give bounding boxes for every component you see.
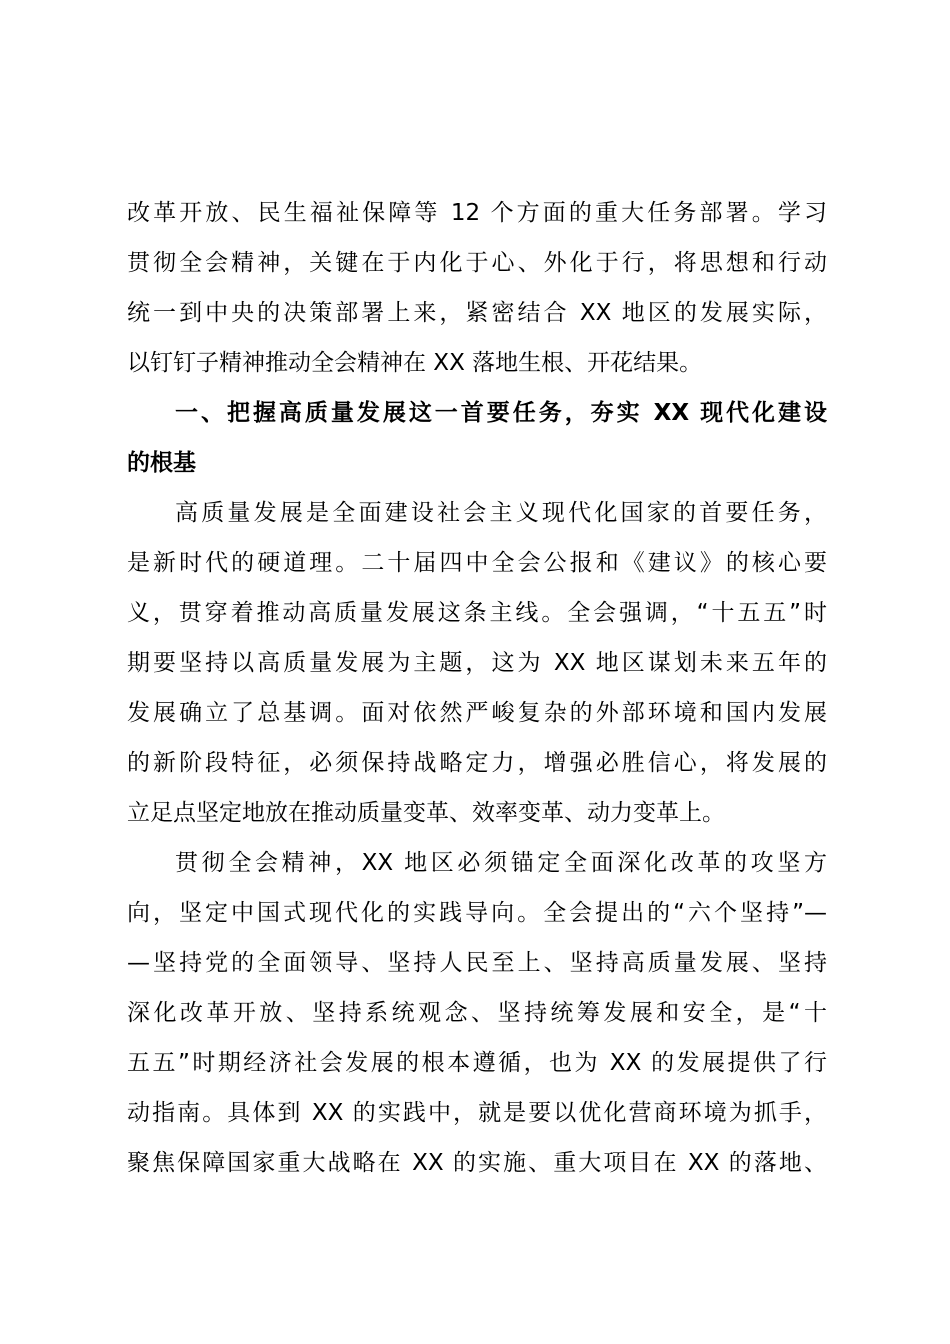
text-line: 高质量发展是全面建设社会主义现代化国家的首要任务，: [175, 500, 827, 526]
text-line: 改革开放、民生福祉保障等 12 个方面的重大任务部署。学习: [127, 200, 827, 226]
text-line: 动指南。具体到 XX 的实践中，就是要以优化营商环境为抓手，: [127, 1100, 827, 1126]
paragraph-2: [127, 488, 827, 838]
text-line: 义，贯穿着推动高质量发展这条主线。全会强调，“十五五”时: [127, 600, 827, 626]
text-line: 的新阶段特征，必须保持战略定力，增强必胜信心，将发展的: [127, 750, 827, 776]
heading-line: 一、把握高质量发展这一首要任务，夯实 XX 现代化建设: [175, 400, 827, 426]
text-line: 以钉钉子精神推动全会精神在 XX 落地生根、开花结果。: [127, 350, 703, 376]
text-line: 深化改革开放、坚持系统观念、坚持统筹发展和安全，是“十: [127, 1000, 827, 1026]
text-line: 向，坚定中国式现代化的实践导向。全会提出的“六个坚持”—: [127, 900, 827, 926]
text-line: 是新时代的硬道理。二十届四中全会公报和《建议》的核心要: [127, 550, 827, 576]
paragraph-3: [127, 838, 827, 1188]
text-line: 期要坚持以高质量发展为主题，这为 XX 地区谋划未来五年的: [127, 650, 827, 676]
text-line: 发展确立了总基调。面对依然严峻复杂的外部环境和国内发展: [127, 700, 827, 726]
paragraph-1: [127, 188, 827, 388]
text-line: 五五”时期经济社会发展的根本遵循，也为 XX 的发展提供了行: [127, 1050, 827, 1076]
text-line: 统一到中央的决策部署上来，紧密结合 XX 地区的发展实际，: [127, 300, 827, 326]
text-line: 立足点坚定地放在推动质量变革、效率变革、动力变革上。: [127, 800, 725, 826]
text-line: 聚焦保障国家重大战略在 XX 的实施、重大项目在 XX 的落地、: [127, 1150, 827, 1176]
section-heading-1: [127, 388, 827, 488]
text-line: 贯彻全会精神，XX 地区必须锚定全面深化改革的攻坚方: [175, 850, 827, 876]
document-body: [127, 188, 827, 1188]
heading-line: 的根基: [127, 450, 196, 476]
text-line: 贯彻全会精神，关键在于内化于心、外化于行，将思想和行动: [127, 250, 827, 276]
text-line: —坚持党的全面领导、坚持人民至上、坚持高质量发展、坚持: [127, 950, 827, 976]
